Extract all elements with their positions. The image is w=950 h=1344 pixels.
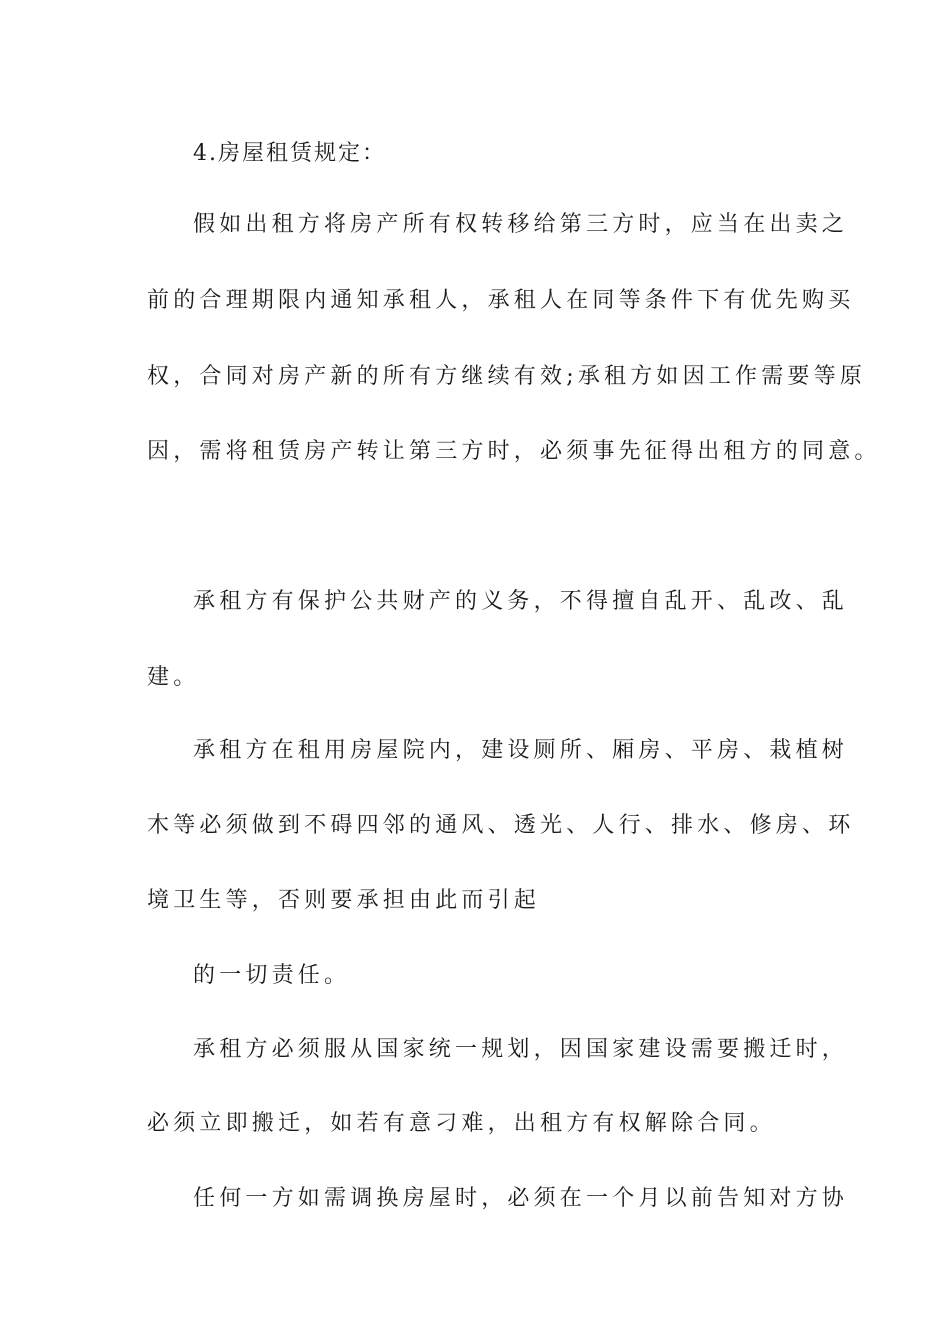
paragraph-line: 因，需将租赁房产转让第三方时，必须事先征得出租方的同意。	[147, 439, 881, 464]
paragraph-line: 木等必须做到不碍四邻的通风、透光、人行、排水、修房、环	[147, 813, 855, 838]
paragraph-line: 假如出租方将房产所有权转移给第三方时，应当在出卖之	[193, 212, 849, 237]
paragraph-line: 承租方必须服从国家统一规划，因国家建设需要搬迁时，	[193, 1037, 849, 1062]
paragraph-line: 必须立即搬迁，如若有意刁难，出租方有权解除合同。	[147, 1111, 776, 1136]
paragraph-line: 承租方有保护公共财产的义务，不得擅自乱开、乱改、乱	[193, 589, 849, 614]
paragraph-line: 任何一方如需调换房屋时，必须在一个月以前告知对方协	[193, 1186, 849, 1211]
paragraph-line: 建。	[147, 665, 200, 690]
paragraph-line: 权，合同对房产新的所有方继续有效;承租方如因工作需要等原	[147, 364, 867, 389]
section-heading: 4.房屋租赁规定：	[193, 141, 386, 166]
paragraph-line: 境卫生等，否则要承担由此而引起	[147, 888, 541, 913]
paragraph-line: 承租方在租用房屋院内，建设厕所、厢房、平房、栽植树	[193, 738, 849, 763]
paragraph-line: 的一切责任。	[193, 963, 351, 988]
paragraph-line: 前的合理期限内通知承租人，承租人在同等条件下有优先购买	[147, 288, 855, 313]
